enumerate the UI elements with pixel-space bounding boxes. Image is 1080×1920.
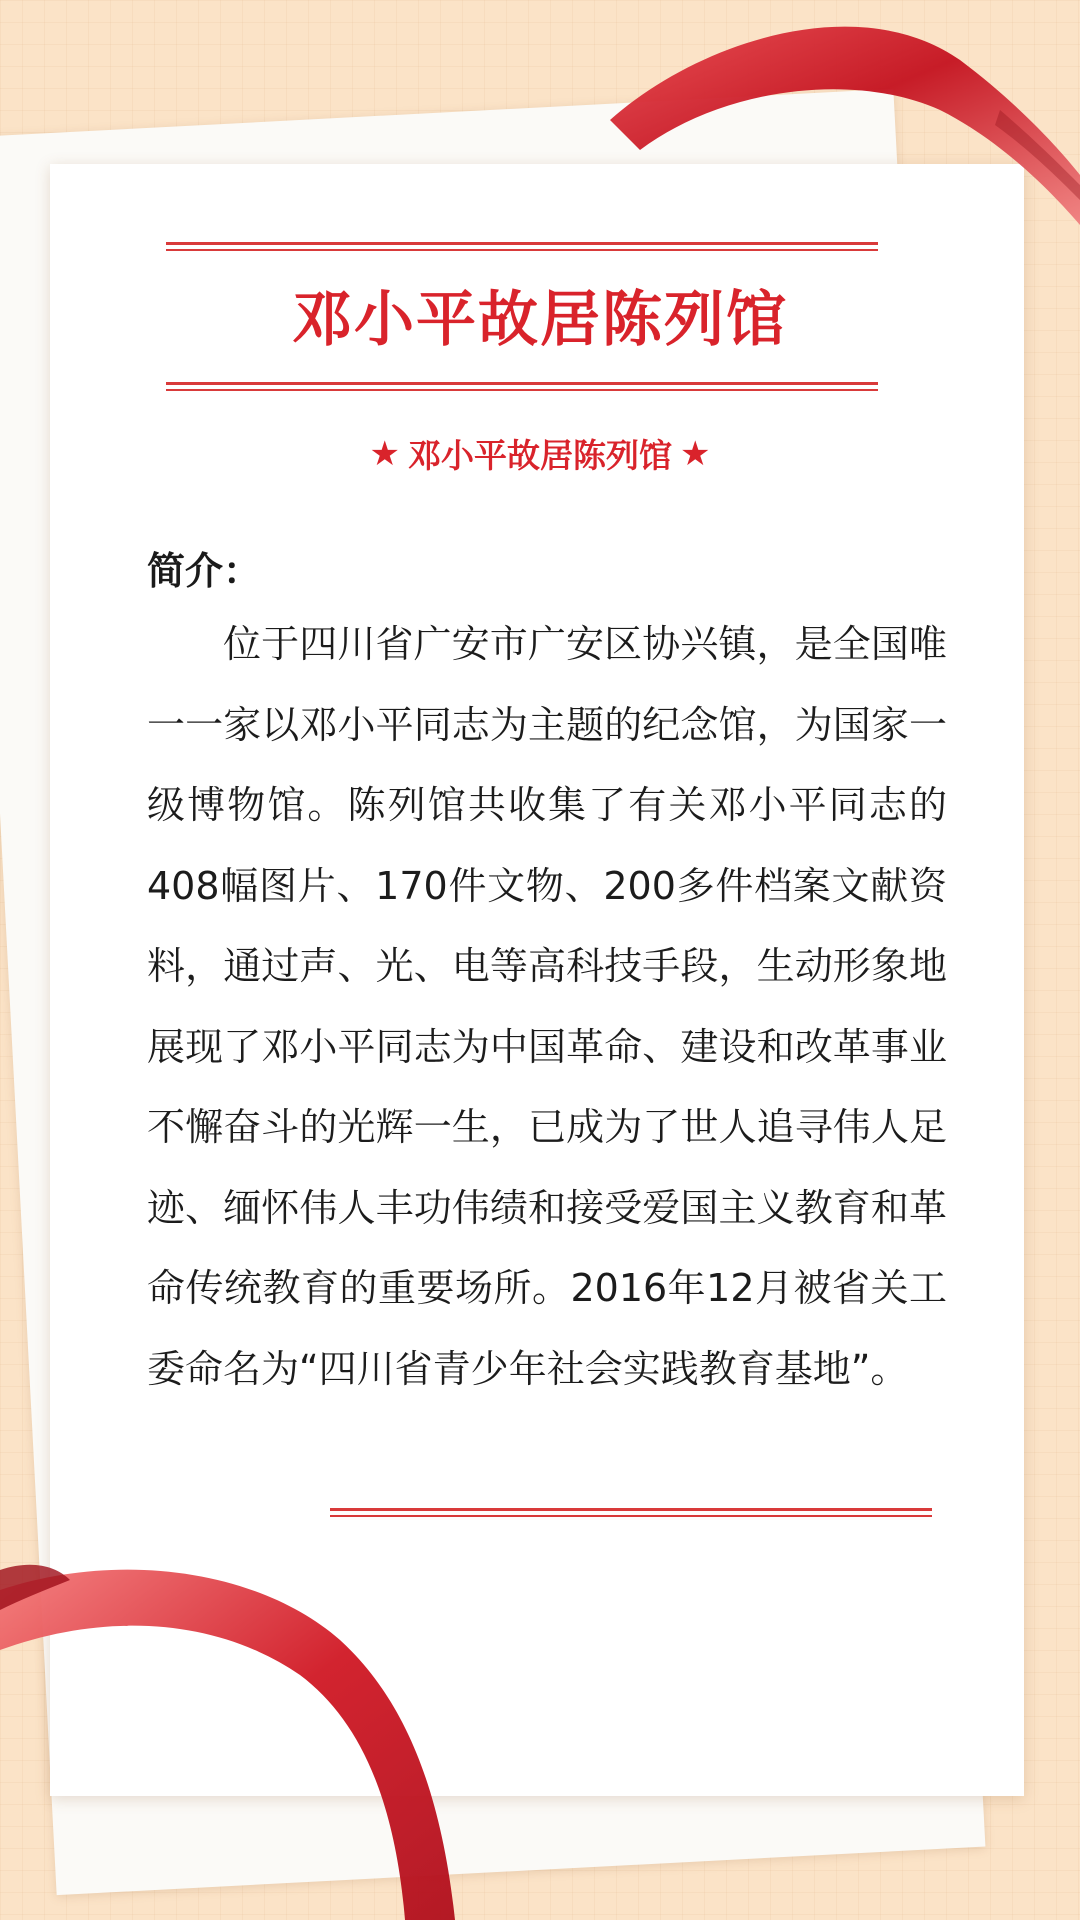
intro-heading: 简介： — [147, 549, 262, 593]
star-icon-left: ★ — [369, 433, 400, 474]
intro-paragraph: 位于四川省广安市广安区协兴镇，是全国唯一一家以邓小平同志为主题的纪念馆，为国家一级博物馆。陈列馆共收集了有关邓小平同志的408幅图片、170件文物、200多件档案文献资料，通过声、光、电等高科技手段，生动形象地展现了邓小平同志为中国革命、建设和改革事业不懈奋斗的光辉一生，已成为了世人追寻伟人足迹、缅怀伟人丰功伟绩和接受爱国主义教育和革命传统教育的重要场所。2016年12月被省关工委命名为“四川省青少年社会实践教育基地”。 — [147, 622, 947, 1391]
footer-rule — [330, 1508, 932, 1517]
page-title: 邓小平故居陈列馆 — [292, 285, 788, 355]
title-bottom-rule — [166, 382, 878, 391]
star-icon-right: ★ — [680, 433, 711, 474]
subtitle: 邓小平故居陈列馆 — [408, 436, 672, 475]
title-top-rule — [166, 242, 878, 251]
subtitle-row — [0, 430, 1080, 477]
